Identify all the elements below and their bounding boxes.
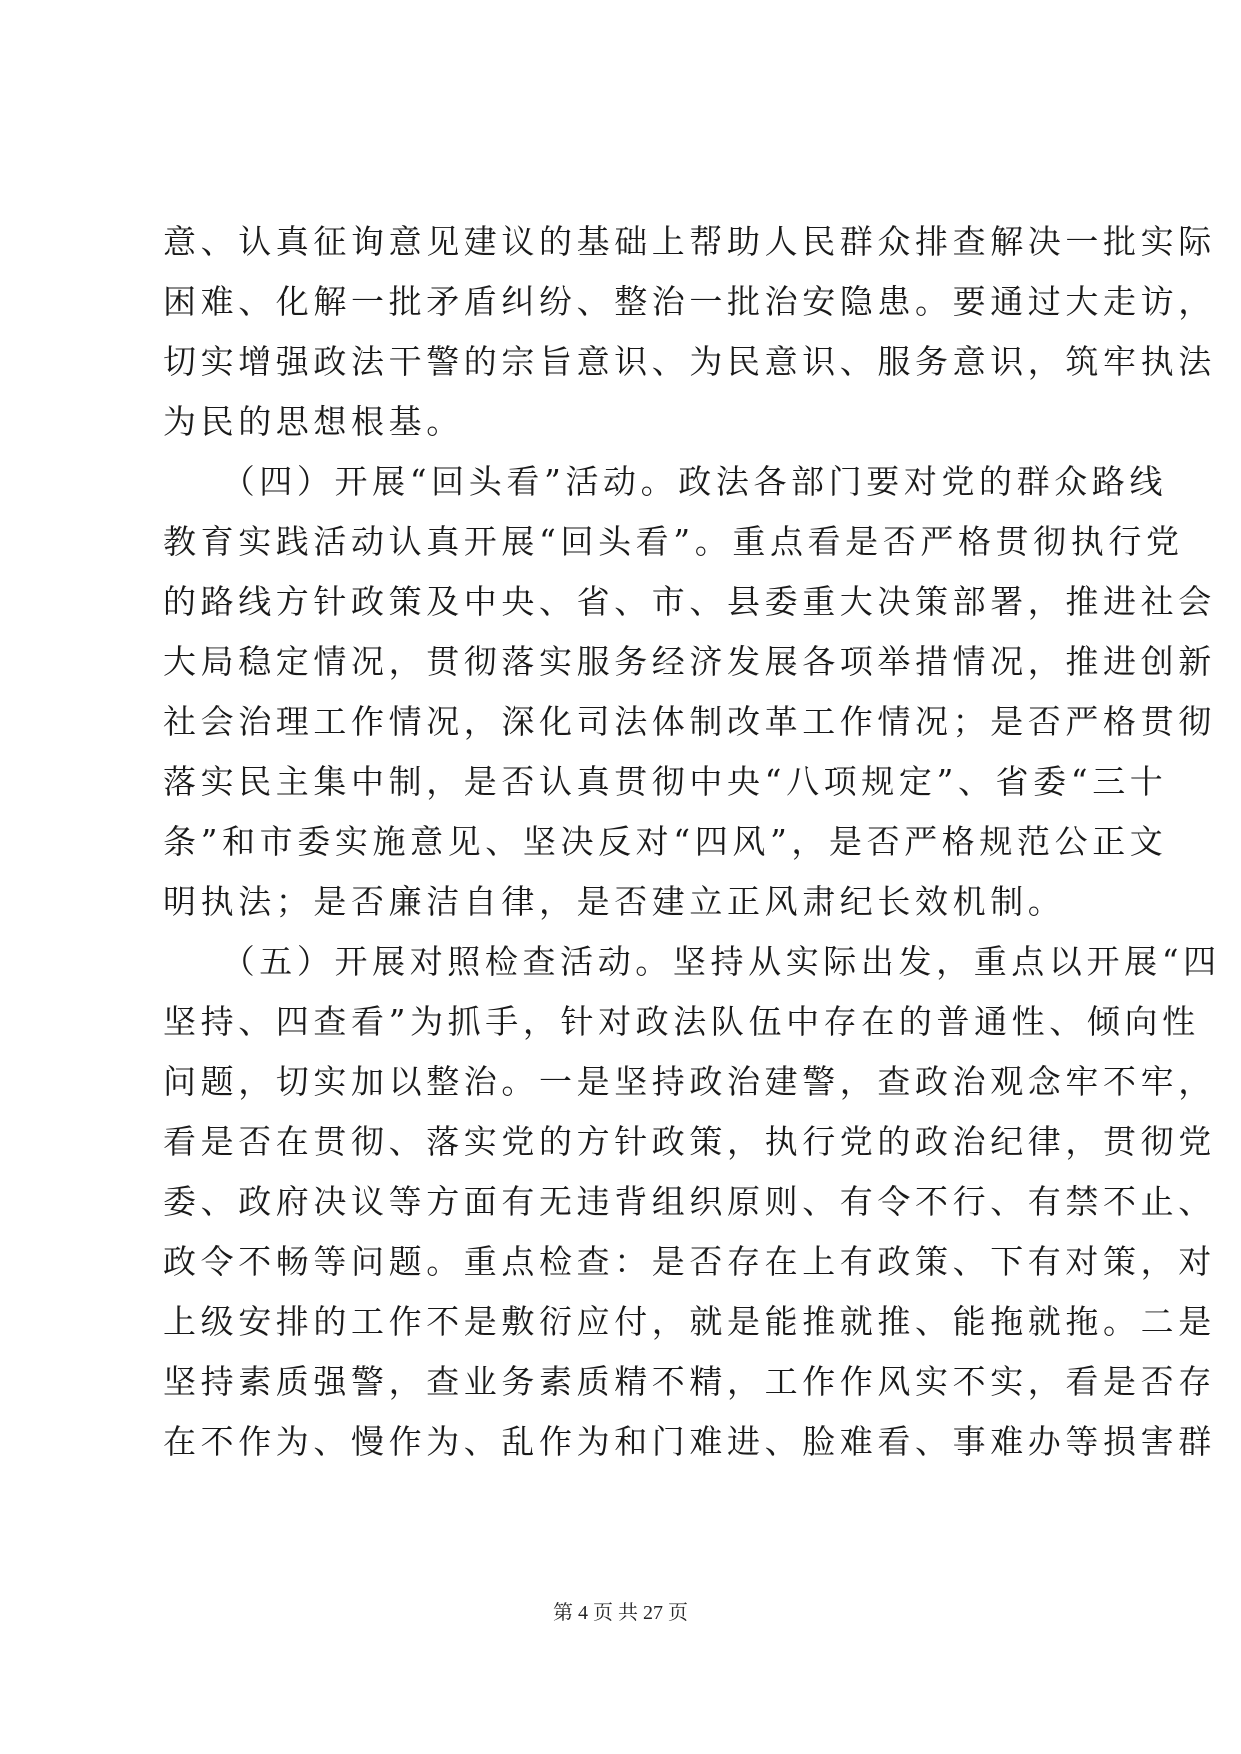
page-number-footer: 第 4 页 共 27 页	[553, 1602, 688, 1624]
text-line: 坚持素质强警，查业务素质精不精，工作作风实不实，看是否存	[163, 1362, 1216, 1401]
text-line: 教育实践活动认真开展“回头看”。重点看是否严格贯彻执行党	[163, 522, 1184, 561]
text-line: （五）开展对照检查活动。坚持从实际出发，重点以开展“四	[163, 942, 1221, 981]
text-line: 落实民主集中制，是否认真贯彻中央“八项规定”、省委“三十	[163, 762, 1168, 801]
text-line: 明执法；是否廉洁自律，是否建立正风肃纪长效机制。	[163, 882, 1066, 921]
text-line: 坚持、四查看”为抓手，针对政法队伍中存在的普通性、倾向性	[163, 1002, 1200, 1041]
text-line: 委、政府决议等方面有无违背组织原则、有令不行、有禁不止、	[163, 1182, 1216, 1221]
text-line: 看是否在贯彻、落实党的方针政策，执行党的政治纪律，贯彻党	[163, 1122, 1216, 1161]
text-line: 条”和市委实施意见、坚决反对“四风”，是否严格规范公正文	[163, 822, 1168, 861]
text-line: 问题，切实加以整治。一是坚持政治建警，查政治观念牢不牢，	[163, 1062, 1216, 1101]
text-line: （四）开展“回头看”活动。政法各部门要对党的群众路线	[163, 462, 1168, 501]
text-line: 大局稳定情况，贯彻落实服务经济发展各项举措情况，推进创新	[163, 642, 1216, 681]
text-line: 社会治理工作情况，深化司法体制改革工作情况；是否严格贯彻	[163, 702, 1216, 741]
text-line: 上级安排的工作不是敷衍应付，就是能推就推、能拖就拖。二是	[163, 1302, 1216, 1341]
text-line: 困难、化解一批矛盾纠纷、整治一批治安隐患。要通过大走访，	[163, 282, 1216, 321]
text-line: 切实增强政法干警的宗旨意识、为民意识、服务意识，筑牢执法	[163, 342, 1216, 381]
text-line: 意、认真征询意见建议的基础上帮助人民群众排查解决一批实际	[163, 222, 1216, 261]
text-line: 为民的思想根基。	[163, 402, 464, 441]
text-line: 在不作为、慢作为、乱作为和门难进、脸难看、事难办等损害群	[163, 1422, 1216, 1461]
text-line: 政令不畅等问题。重点检查：是否存在上有政策、下有对策，对	[163, 1242, 1216, 1281]
text-line: 的路线方针政策及中央、省、市、县委重大决策部署，推进社会	[163, 582, 1216, 621]
